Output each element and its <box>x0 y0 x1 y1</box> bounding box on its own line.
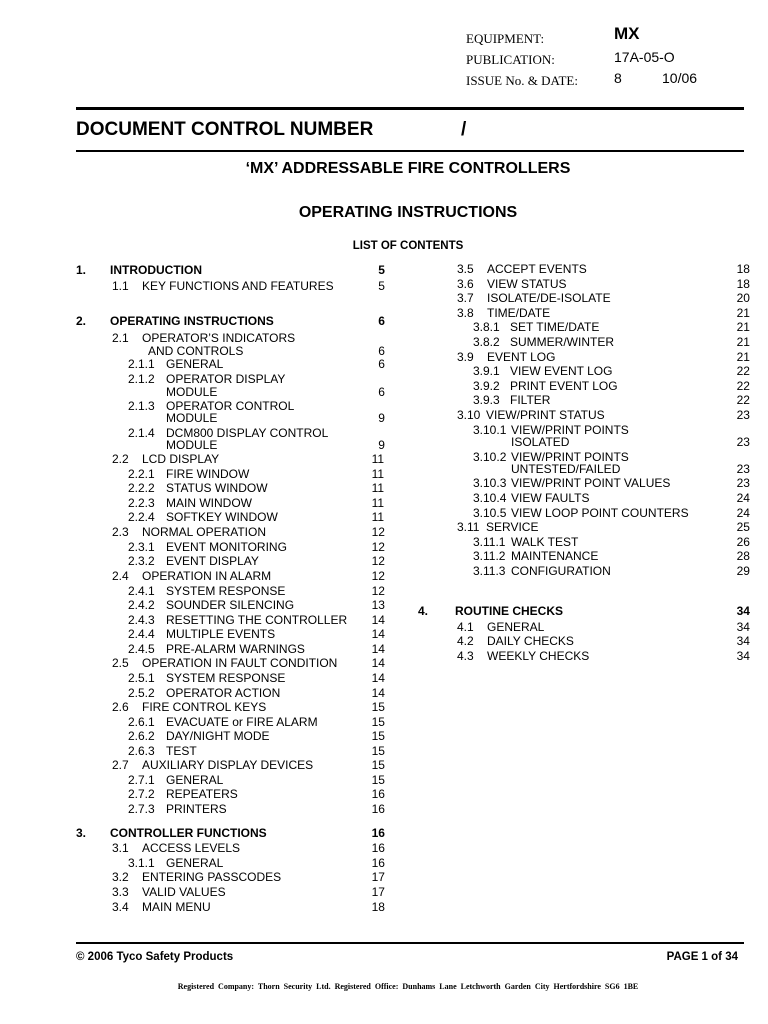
toc-entry-number: 3.3 <box>112 885 129 899</box>
toc-entry-title: INTRODUCTION <box>110 263 202 277</box>
toc-entry <box>0 634 768 648</box>
footer-rule <box>76 942 744 944</box>
toc-entry-title: SOFTKEY WINDOW <box>166 510 278 524</box>
toc-entry <box>0 700 400 714</box>
toc-entry-page: 14 <box>371 671 385 685</box>
toc-entry-number: 2.3.1 <box>128 540 155 554</box>
toc-entry-page: 12 <box>371 554 385 568</box>
contents-heading: LIST OF CONTENTS <box>352 240 464 252</box>
toc-entry <box>0 491 768 505</box>
toc-entry-page: 28 <box>736 549 750 563</box>
toc-entry-number: 3.1.1 <box>128 856 155 870</box>
toc-entry-title: MODULE <box>166 411 218 425</box>
toc-entry-number: 2.5 <box>112 656 129 670</box>
toc-entry <box>0 335 768 349</box>
title-rule <box>76 150 744 152</box>
toc-entry-title: SET TIME/DATE <box>510 320 600 334</box>
toc-entry-number: 2.5.2 <box>128 686 155 700</box>
header-rule <box>76 107 744 110</box>
toc-entry <box>0 291 768 305</box>
toc-entry-page: 6 <box>378 314 385 328</box>
toc-entry-number: 3.9 <box>457 350 474 364</box>
document-title: ‘MX’ ADDRESSABLE FIRE CONTROLLERS <box>245 160 571 177</box>
toc-entry-number: 3.8 <box>457 306 474 320</box>
toc-entry-title: MULTIPLE EVENTS <box>166 627 276 641</box>
toc-entry <box>0 320 768 334</box>
toc-entry-title: WALK TEST <box>511 535 579 549</box>
toc-entry-page: 14 <box>371 656 385 670</box>
toc-entry-number: 1. <box>76 263 87 277</box>
toc-entry-title: OPERATOR’S INDICATORS <box>142 331 296 345</box>
toc-entry-title: DCM800 DISPLAY CONTROL <box>166 426 329 440</box>
toc-entry-number: 3.9.3 <box>473 393 500 407</box>
toc-entry-page: 15 <box>371 715 385 729</box>
toc-entry <box>0 564 768 578</box>
toc-entry-number: 4. <box>418 604 429 618</box>
toc-entry-title: TEST <box>166 744 197 758</box>
publication-label: PUBLICATION: <box>466 52 555 67</box>
issue-date: 10/06 <box>662 70 698 86</box>
toc-entry-number: 3.6 <box>457 277 474 291</box>
toc-entry-title: VIEW/PRINT POINTS <box>511 450 629 464</box>
toc-entry-title: VIEW FAULTS <box>511 491 590 505</box>
toc-entry <box>0 604 768 618</box>
toc-entry-title: SYSTEM RESPONSE <box>166 584 286 598</box>
toc-entry-title: OPERATION IN ALARM <box>142 569 272 583</box>
toc-entry-title: TIME/DATE <box>487 306 551 320</box>
toc-entry-number: 3.7 <box>457 291 474 305</box>
toc-entry <box>0 802 400 816</box>
toc-entry-page: 18 <box>736 277 750 291</box>
toc-entry-title: DAY/NIGHT MODE <box>166 729 270 743</box>
toc-entry-title: ROUTINE CHECKS <box>455 604 564 618</box>
toc-entry <box>0 584 400 598</box>
toc-entry <box>0 350 768 364</box>
toc-entry-page: 14 <box>371 627 385 641</box>
toc-entry-number: 4.1 <box>457 620 474 634</box>
toc-entry-page: 16 <box>371 826 385 840</box>
toc-entry-number: 2.4.5 <box>128 642 155 656</box>
document-control-separator: / <box>461 119 467 140</box>
toc-entry-page: 23 <box>736 476 750 490</box>
toc-entry-title: ISOLATE/DE-ISOLATE <box>487 291 611 305</box>
toc-entry-title: ACCESS LEVELS <box>142 841 241 855</box>
toc-entry-number: 3.4 <box>112 900 129 914</box>
toc-entry-number: 2.4.4 <box>128 627 155 641</box>
toc-entry <box>0 306 768 320</box>
toc-entry-title: EVENT MONITORING <box>166 540 287 554</box>
toc-entry-page: 11 <box>371 496 385 510</box>
toc-entry-page: 16 <box>371 787 385 801</box>
toc-entry <box>0 715 400 729</box>
toc-entry <box>0 856 400 870</box>
toc-entry-title: OPERATOR DISPLAY <box>166 372 286 386</box>
toc-entry-number: 2.6.3 <box>128 744 155 758</box>
toc-entry <box>0 549 768 563</box>
toc-entry-number: 2. <box>76 314 87 328</box>
toc-entry-page: 15 <box>371 773 385 787</box>
publication-value: 17A-05-O <box>614 49 675 65</box>
toc-entry <box>0 462 768 476</box>
footer-registered-info: Registered Company: Thorn Security Ltd. Registered Office: Dunhams Lane Letchworth Garden City Hertfordshire SG6 1BE <box>177 982 639 991</box>
toc-entry-page: 5 <box>378 279 385 293</box>
toc-entry <box>0 379 768 393</box>
toc-entry-page: 34 <box>736 649 750 663</box>
toc-entry-page: 16 <box>371 841 385 855</box>
toc-entry-page: 21 <box>736 350 750 364</box>
toc-entry-page: 9 <box>378 411 385 425</box>
toc-entry-number: 3.11 <box>457 520 480 534</box>
toc-entry-title: OPERATOR ACTION <box>166 686 281 700</box>
toc-entry-title: KEY FUNCTIONS AND FEATURES <box>142 279 334 293</box>
toc-entry-page: 15 <box>371 700 385 714</box>
toc-entry-number: 3.10 <box>457 408 481 422</box>
toc-entry <box>0 686 400 700</box>
toc-entry-page: 26 <box>736 535 750 549</box>
document-control-label: DOCUMENT CONTROL NUMBER <box>76 119 374 140</box>
toc-entry-title: GENERAL <box>166 856 224 870</box>
toc-entry <box>0 262 768 276</box>
toc-entry-number: 3.2 <box>112 870 129 884</box>
toc-entry <box>0 826 400 840</box>
toc-entry-number: 2.4.3 <box>128 613 155 627</box>
toc-entry <box>0 885 400 899</box>
toc-entry-number: 3.11.1 <box>473 535 506 549</box>
toc-entry-page: 21 <box>736 335 750 349</box>
toc-entry-title: SOUNDER SILENCING <box>166 598 295 612</box>
toc-entry-title: DAILY CHECKS <box>487 634 574 648</box>
toc-entry-page: 15 <box>371 758 385 772</box>
toc-entry-page: 25 <box>736 520 750 534</box>
toc-entry <box>0 435 768 449</box>
toc-entry-title: VIEW STATUS <box>487 277 567 291</box>
toc-entry-number: 2.7.1 <box>128 773 155 787</box>
toc-entry-number: 4.2 <box>457 634 474 648</box>
toc-entry <box>0 393 768 407</box>
toc-entry <box>0 773 400 787</box>
toc-entry-page: 21 <box>736 320 750 334</box>
toc-entry-page: 15 <box>371 729 385 743</box>
toc-entry-title: RESETTING THE CONTROLLER <box>166 613 348 627</box>
equipment-value: MX <box>614 24 640 43</box>
toc-entry-title: OPERATING INSTRUCTIONS <box>110 314 274 328</box>
toc-entry-page: 22 <box>736 364 750 378</box>
toc-entry-title: SUMMER/WINTER <box>510 335 614 349</box>
issue-label: ISSUE No. & DATE: <box>466 73 578 88</box>
toc-entry-title: FIRE WINDOW <box>166 467 250 481</box>
toc-entry-title: REPEATERS <box>166 787 238 801</box>
toc-entry <box>0 620 768 634</box>
toc-entry-number: 3. <box>76 826 87 840</box>
toc-entry-title: MODULE <box>166 438 218 452</box>
toc-entry-number: 3.10.3 <box>473 476 507 490</box>
toc-entry-number: 2.1.1 <box>128 357 155 371</box>
toc-entry-number: 2.6 <box>112 700 129 714</box>
toc-entry-page: 12 <box>371 540 385 554</box>
toc-entry <box>0 520 768 534</box>
toc-entry-title: VIEW EVENT LOG <box>510 364 613 378</box>
toc-entry-title: SERVICE <box>486 520 539 534</box>
footer-page-number: PAGE 1 of 34 <box>666 951 738 963</box>
toc-entry <box>0 277 768 291</box>
toc-entry-title: PRINTERS <box>166 802 227 816</box>
toc-entry-page: 12 <box>371 584 385 598</box>
toc-entry-title: MAIN MENU <box>142 900 211 914</box>
toc-entry-page: 12 <box>371 569 385 583</box>
toc-entry-number: 2.2.4 <box>128 510 155 524</box>
toc-entry-page: 14 <box>371 686 385 700</box>
toc-entry-number: 3.10.1 <box>473 423 507 437</box>
toc-entry-number: 2.2.2 <box>128 481 155 495</box>
toc-entry-page: 6 <box>378 385 385 399</box>
toc-entry <box>0 787 400 801</box>
toc-entry-page: 14 <box>371 642 385 656</box>
toc-entry-title: AND CONTROLS <box>148 344 244 358</box>
toc-entry-title: PRE-ALARM WARNINGS <box>166 642 305 656</box>
toc-entry <box>0 671 400 685</box>
toc-entry-page: 23 <box>736 408 750 422</box>
toc-entry-title: ACCEPT EVENTS <box>487 262 587 276</box>
toc-entry-page: 34 <box>736 620 750 634</box>
toc-entry-title: MAINTENANCE <box>511 549 599 563</box>
toc-entry-page: 11 <box>371 467 385 481</box>
toc-entry-number: 3.8.1 <box>473 320 500 334</box>
toc-entry <box>0 476 768 490</box>
toc-entry-title: VIEW/PRINT POINTS <box>511 423 629 437</box>
toc-entry <box>0 870 400 884</box>
toc-entry-title: AUXILIARY DISPLAY DEVICES <box>142 758 314 772</box>
toc-entry-number: 2.1.2 <box>128 372 155 386</box>
toc-entry-number: 2.3.2 <box>128 554 155 568</box>
toc-entry-page: 17 <box>371 885 385 899</box>
toc-entry-title: MAIN WINDOW <box>166 496 252 510</box>
toc-entry-number: 3.1 <box>112 841 129 855</box>
toc-entry-page: 34 <box>736 634 750 648</box>
toc-entry-page: 14 <box>371 613 385 627</box>
toc-entry-title: WEEKLY CHECKS <box>487 649 590 663</box>
toc-entry-number: 3.11.2 <box>473 549 506 563</box>
toc-entry-number: 3.9.2 <box>473 379 500 393</box>
toc-entry-title: FIRE CONTROL KEYS <box>142 700 267 714</box>
toc-entry-title: OPERATOR CONTROL <box>166 399 295 413</box>
toc-entry-number: 2.4.2 <box>128 598 155 612</box>
toc-entry-title: NORMAL OPERATION <box>142 525 267 539</box>
toc-entry-title: CONFIGURATION <box>511 564 611 578</box>
toc-entry-number: 4.3 <box>457 649 474 663</box>
toc-entry-title: OPERATION IN FAULT CONDITION <box>142 656 338 670</box>
footer-copyright: © 2006 Tyco Safety Products <box>76 951 234 963</box>
toc-entry <box>0 758 400 772</box>
toc-entry <box>0 535 768 549</box>
toc-entry-title: ENTERING PASSCODES <box>142 870 282 884</box>
toc-entry-number: 2.2 <box>112 452 129 466</box>
toc-entry-number: 2.1.4 <box>128 426 155 440</box>
toc-entry-page: 24 <box>736 491 750 505</box>
toc-entry-page: 11 <box>371 510 385 524</box>
toc-entry-title: GENERAL <box>166 357 224 371</box>
toc-entry-title: VIEW/PRINT POINT VALUES <box>511 476 671 490</box>
toc-entry-number: 2.7.3 <box>128 802 155 816</box>
toc-entry-title: EVENT DISPLAY <box>166 554 259 568</box>
toc-entry-title: LCD DISPLAY <box>142 452 220 466</box>
toc-entry-title: VIEW LOOP POINT COUNTERS <box>511 506 689 520</box>
issue-number: 8 <box>614 70 622 86</box>
toc-entry-page: 29 <box>736 564 750 578</box>
toc-entry-page: 6 <box>378 344 385 358</box>
toc-entry-page: 24 <box>736 506 750 520</box>
toc-entry <box>0 729 400 743</box>
toc-entry-page: 22 <box>736 393 750 407</box>
toc-entry-title: EVACUATE or FIRE ALARM <box>166 715 318 729</box>
toc-entry-title: GENERAL <box>487 620 545 634</box>
toc-entry-page: 20 <box>736 291 750 305</box>
toc-entry <box>0 900 400 914</box>
toc-entry-title: EVENT LOG <box>487 350 556 364</box>
toc-entry-page: 17 <box>371 870 385 884</box>
toc-entry-number: 1.1 <box>112 279 129 293</box>
toc-entry-number: 2.3 <box>112 525 129 539</box>
toc-entry-page: 22 <box>736 379 750 393</box>
toc-entry-title: UNTESTED/FAILED <box>511 462 621 476</box>
toc-entry-number: 3.10.4 <box>473 491 507 505</box>
toc-entry-page: 18 <box>736 262 750 276</box>
toc-entry-number: 2.2.3 <box>128 496 155 510</box>
toc-entry-title: MODULE <box>166 385 218 399</box>
toc-entry-number: 3.11.3 <box>473 564 506 578</box>
toc-entry-number: 3.5 <box>457 262 474 276</box>
toc-entry-number: 2.2.1 <box>128 467 155 481</box>
toc-entry-page: 9 <box>378 438 385 452</box>
toc-entry-page: 23 <box>736 462 750 476</box>
toc-entry-number: 2.5.1 <box>128 671 155 685</box>
toc-entry-title: STATUS WINDOW <box>166 481 268 495</box>
toc-entry-page: 5 <box>378 263 385 277</box>
toc-entry-title: SYSTEM RESPONSE <box>166 671 286 685</box>
toc-entry-title: FILTER <box>510 393 551 407</box>
toc-entry-number: 3.8.2 <box>473 335 500 349</box>
toc-entry-page: 13 <box>371 598 385 612</box>
toc-entry-title: ISOLATED <box>511 435 570 449</box>
toc-entry <box>0 506 768 520</box>
toc-entry-number: 2.6.2 <box>128 729 155 743</box>
toc-entry-page: 6 <box>378 357 385 371</box>
toc-entry-page: 12 <box>371 525 385 539</box>
toc-entry-page: 16 <box>371 802 385 816</box>
toc-entry-title: GENERAL <box>166 773 224 787</box>
document-subtitle: OPERATING INSTRUCTIONS <box>298 204 518 221</box>
toc-entry-number: 2.6.1 <box>128 715 155 729</box>
toc-entry-number: 2.4.1 <box>128 584 155 598</box>
toc-entry-page: 15 <box>371 744 385 758</box>
toc-entry-page: 21 <box>736 306 750 320</box>
toc-entry-page: 11 <box>371 452 385 466</box>
toc-entry-page: 11 <box>371 481 385 495</box>
toc-entry <box>0 841 400 855</box>
toc-entry-page: 18 <box>371 900 385 914</box>
toc-entry-page: 16 <box>371 856 385 870</box>
toc-entry-title: VALID VALUES <box>142 885 226 899</box>
toc-entry-number: 2.1 <box>112 331 129 345</box>
toc-entry-number: 3.9.1 <box>473 364 500 378</box>
toc-entry-title: PRINT EVENT LOG <box>510 379 618 393</box>
toc-entry <box>0 744 400 758</box>
toc-entry <box>0 649 768 663</box>
toc-entry <box>0 364 768 378</box>
toc-entry-title: CONTROLLER FUNCTIONS <box>110 826 267 840</box>
toc-entry-number: 3.10.2 <box>473 450 507 464</box>
toc-entry-page: 23 <box>736 435 750 449</box>
toc-entry-number: 2.1.3 <box>128 399 155 413</box>
toc-entry-number: 2.4 <box>112 569 129 583</box>
toc-entry <box>0 408 768 422</box>
toc-entry-number: 2.7 <box>112 758 129 772</box>
equipment-label: EQUIPMENT: <box>466 31 545 46</box>
toc-entry-page: 34 <box>736 604 750 618</box>
toc-entry-title: VIEW/PRINT STATUS <box>486 408 605 422</box>
toc-entry-number: 3.10.5 <box>473 506 507 520</box>
toc-entry-number: 2.7.2 <box>128 787 155 801</box>
